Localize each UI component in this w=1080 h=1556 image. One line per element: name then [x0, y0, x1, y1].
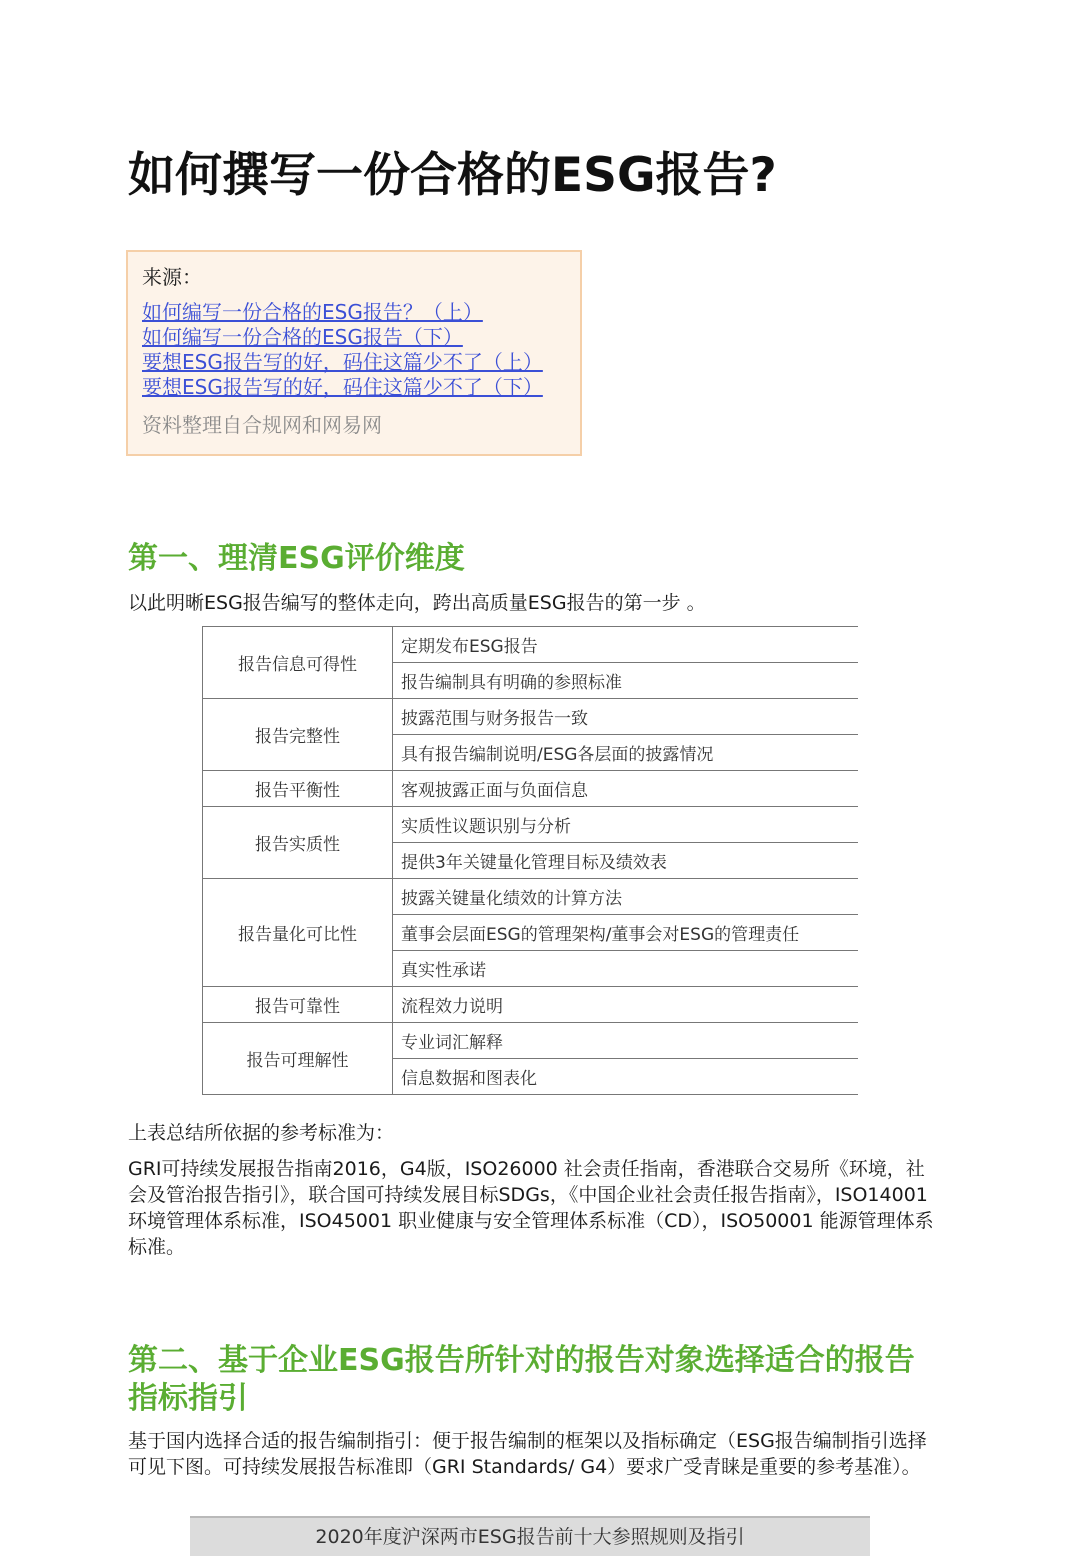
item-cell: 信息数据和图表化	[393, 1059, 859, 1095]
category-cell: 报告量化可比性	[203, 879, 393, 987]
category-cell: 报告可靠性	[203, 987, 393, 1023]
table-row	[203, 987, 859, 1023]
section1-intro: 以此明晰ESG报告编写的整体走向，跨出高质量ESG报告的第一步 。	[128, 592, 706, 614]
item-cell: 专业词汇解释	[393, 1023, 859, 1059]
category-cell: 报告可理解性	[203, 1023, 393, 1095]
page-title: 如何撰写一份合格的ESG报告?	[128, 148, 777, 203]
item-cell: 提供3年关键量化管理目标及绩效表	[393, 843, 859, 879]
section1-heading: 第一、理清ESG评价维度	[128, 541, 465, 576]
item-cell: 实质性议题识别与分析	[393, 807, 859, 843]
figure-caption-banner: 2020年度沪深两市ESG报告前十大参照规则及指引	[190, 1516, 870, 1556]
table-row	[203, 807, 859, 843]
category-cell: 报告平衡性	[203, 771, 393, 807]
category-cell: 报告完整性	[203, 699, 393, 771]
item-cell: 流程效力说明	[393, 987, 859, 1023]
reference-label: 上表总结所依据的参考标准为：	[128, 1122, 395, 1144]
item-cell: 客观披露正面与负面信息	[393, 771, 859, 807]
table-row	[203, 627, 859, 663]
source-box	[126, 250, 582, 456]
table-row	[203, 1023, 859, 1059]
item-cell: 报告编制具有明确的参照标准	[393, 663, 859, 699]
item-cell: 定期发布ESG报告	[393, 627, 859, 663]
item-cell: 披露范围与财务报告一致	[393, 699, 859, 735]
source-credit: 资料整理自合规网和网易网	[142, 413, 382, 437]
table-row	[203, 771, 859, 807]
source-link-1[interactable]: 如何编写一份合格的ESG报告？（上）	[142, 300, 483, 324]
item-cell: 披露关键量化绩效的计算方法	[393, 879, 859, 915]
source-label: 来源：	[142, 265, 202, 289]
source-link-3[interactable]: 要想ESG报告写的好，码住这篇少不了（上）	[142, 350, 543, 374]
item-cell: 真实性承诺	[393, 951, 859, 987]
section2-intro: 基于国内选择合适的报告编制指引：便于报告编制的框架以及指标确定（ESG报告编制指引选择可见下图。可持续发展报告标准即（GRI Standards/ G4）要求广受青睐是重要的参考基准）。	[128, 1430, 927, 1478]
table-row	[203, 879, 859, 915]
item-cell: 具有报告编制说明/ESG各层面的披露情况	[393, 735, 859, 771]
section2-heading: 第二、基于企业ESG报告所针对的报告对象选择适合的报告指标指引	[128, 1343, 915, 1416]
table-row	[203, 699, 859, 735]
criteria-table	[202, 626, 858, 1095]
source-link-2[interactable]: 如何编写一份合格的ESG报告（下）	[142, 325, 463, 349]
item-cell: 董事会层面ESG的管理架构/董事会对ESG的管理责任	[393, 915, 859, 951]
category-cell: 报告信息可得性	[203, 627, 393, 699]
source-link-4[interactable]: 要想ESG报告写的好，码住这篇少不了（下）	[142, 375, 543, 399]
reference-text: GRI可持续发展报告指南2016，G4版，ISO26000 社会责任指南，香港联合交易所《环境，社会及管治报告指引》，联合国可持续发展目标SDGs，《中国企业社会责任报告指南》，ISO14001 环境管理体系标准，ISO45001 职业健康与安全管理体系标准（CD），ISO50001 能源管理体系标准。	[128, 1158, 934, 1258]
category-cell: 报告实质性	[203, 807, 393, 879]
